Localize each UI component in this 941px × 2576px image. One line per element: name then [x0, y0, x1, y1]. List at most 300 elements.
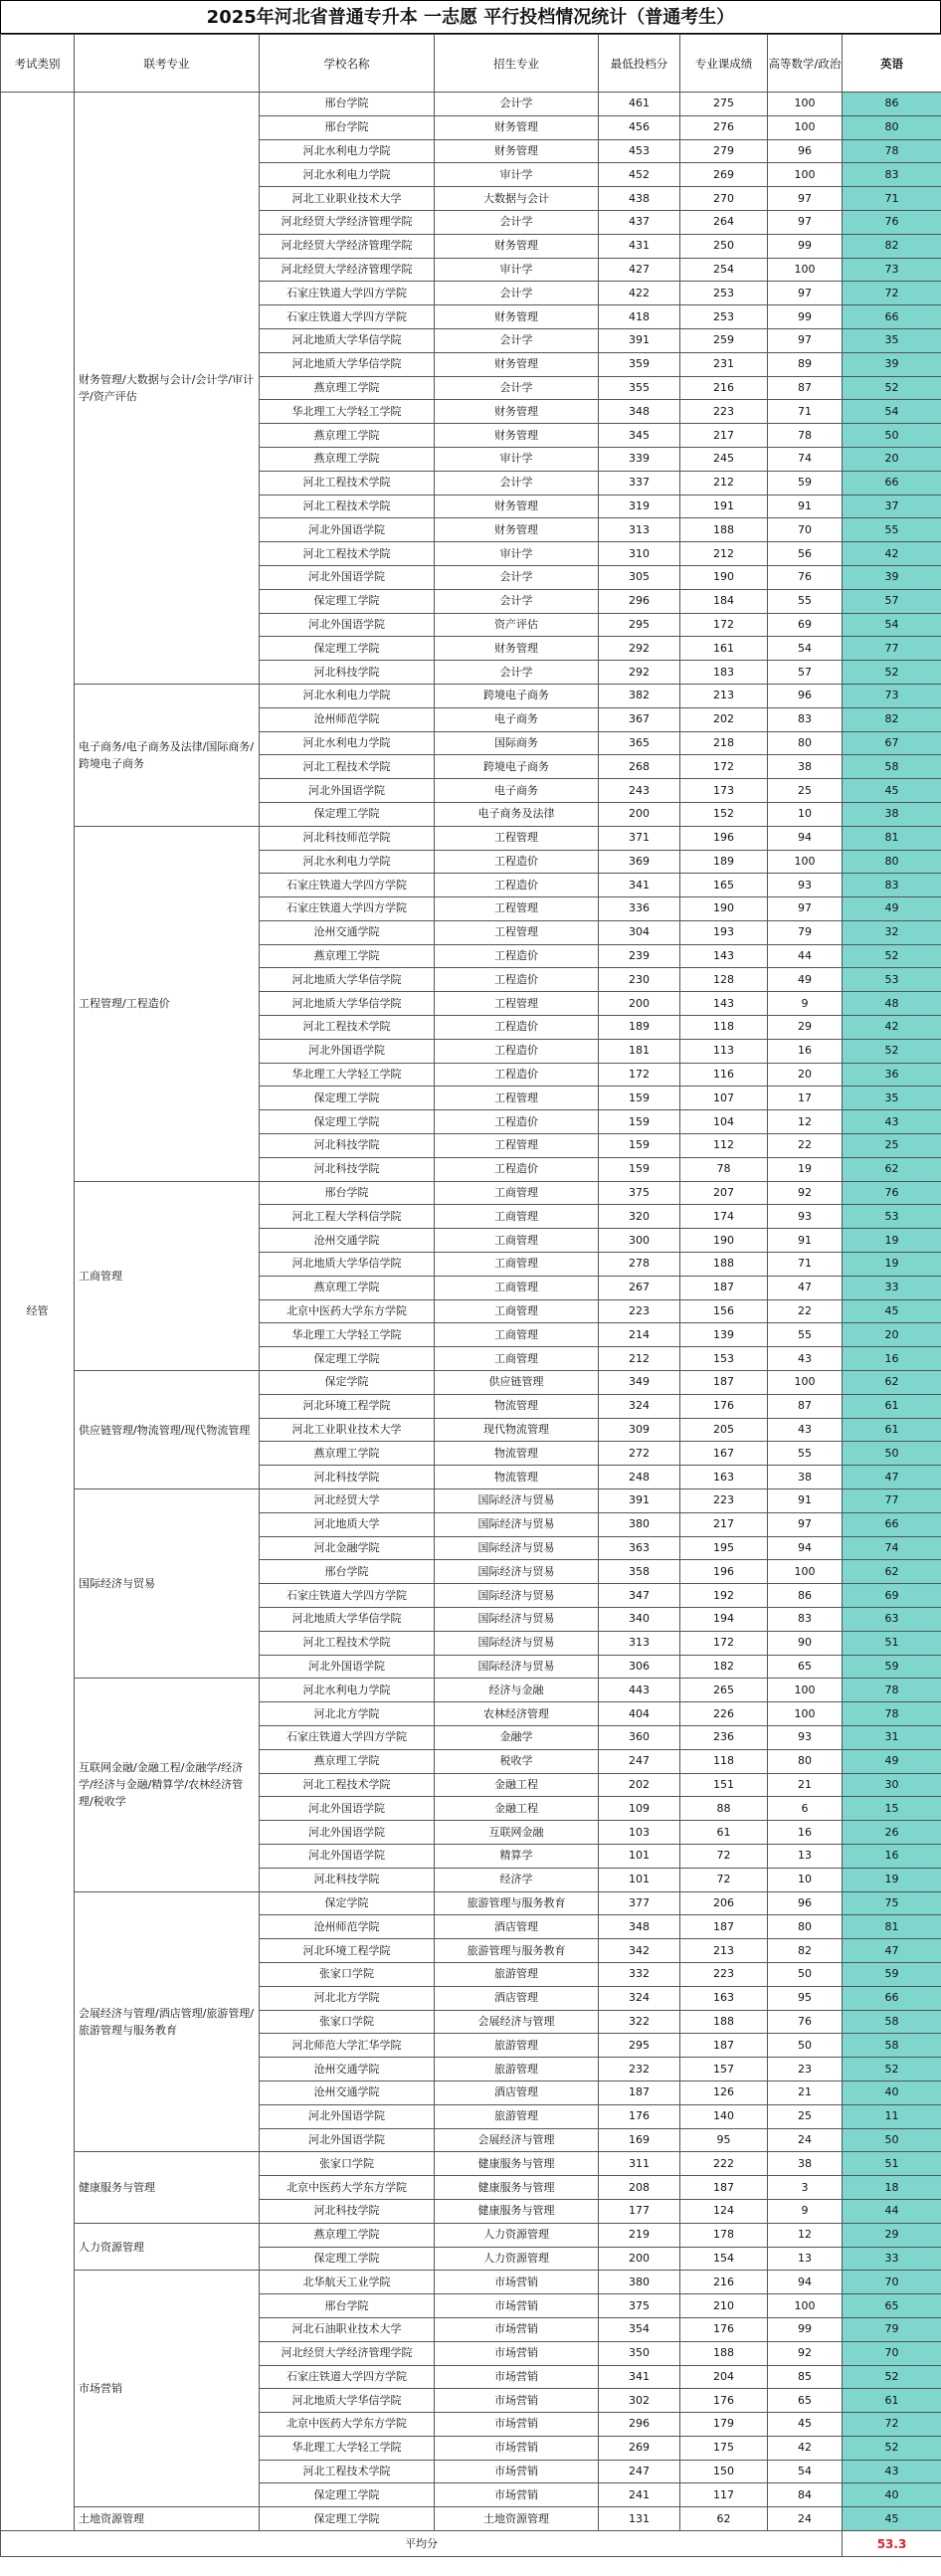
math-cell: 6 — [768, 1797, 843, 1821]
major-cell: 会计学 — [435, 282, 599, 305]
major-score-cell: 154 — [680, 2247, 768, 2271]
major-cell: 市场营销 — [435, 2341, 599, 2365]
school-cell: 河北工程技术学院 — [260, 1773, 435, 1797]
math-cell: 91 — [768, 495, 843, 518]
major-score-cell: 161 — [680, 637, 768, 661]
school-cell: 沧州交通学院 — [260, 920, 435, 944]
major-score-cell: 192 — [680, 1584, 768, 1608]
major-score-cell: 187 — [680, 1915, 768, 1939]
school-cell: 保定理工学院 — [260, 2247, 435, 2271]
math-cell: 87 — [768, 1394, 843, 1418]
sheet-title: 2025年河北省普通专升本 一志愿 平行投档情况统计（普通考生） — [0, 0, 941, 34]
exam-major-cell: 健康服务与管理 — [75, 2152, 260, 2223]
major-score-cell: 139 — [680, 1323, 768, 1347]
math-cell: 92 — [768, 2341, 843, 2365]
math-cell: 97 — [768, 328, 843, 352]
major-cell: 经济学 — [435, 1868, 599, 1891]
english-cell: 62 — [843, 1560, 941, 1584]
major-cell: 市场营销 — [435, 2413, 599, 2437]
major-cell: 工商管理 — [435, 1347, 599, 1371]
major-score-cell: 276 — [680, 115, 768, 139]
major-cell: 国际经济与贸易 — [435, 1536, 599, 1560]
exam-major-cell: 工程管理/工程造价 — [75, 826, 260, 1181]
major-score-cell: 72 — [680, 1844, 768, 1868]
school-cell: 河北北方学院 — [260, 1986, 435, 2010]
school-cell: 华北理工大学轻工学院 — [260, 1323, 435, 1347]
col-major: 招生专业 — [435, 35, 599, 93]
school-cell: 河北科技学院 — [260, 1868, 435, 1891]
english-cell: 57 — [843, 589, 941, 613]
english-cell: 75 — [843, 1891, 941, 1915]
min-score-cell: 243 — [599, 779, 680, 803]
math-cell: 9 — [768, 992, 843, 1016]
major-cell: 跨境电子商务 — [435, 755, 599, 779]
min-score-cell: 296 — [599, 589, 680, 613]
english-cell: 29 — [843, 2223, 941, 2247]
min-score-cell: 295 — [599, 2034, 680, 2058]
english-cell: 45 — [843, 779, 941, 803]
school-cell: 河北水利电力学院 — [260, 163, 435, 187]
major-score-cell: 174 — [680, 1205, 768, 1229]
english-cell: 77 — [843, 1489, 941, 1513]
min-score-cell: 272 — [599, 1442, 680, 1466]
math-cell: 24 — [768, 2128, 843, 2152]
school-cell: 河北科技学院 — [260, 1466, 435, 1489]
school-cell: 河北地质大学华信学院 — [260, 1253, 435, 1277]
school-cell: 石家庄铁道大学四方学院 — [260, 282, 435, 305]
min-score-cell: 187 — [599, 2081, 680, 2104]
min-score-cell: 230 — [599, 968, 680, 992]
major-cell: 市场营销 — [435, 2460, 599, 2483]
major-cell: 会展经济与管理 — [435, 2128, 599, 2152]
math-cell: 99 — [768, 2317, 843, 2341]
major-cell: 审计学 — [435, 447, 599, 471]
major-score-cell: 62 — [680, 2507, 768, 2531]
min-score-cell: 212 — [599, 1347, 680, 1371]
math-cell: 100 — [768, 2294, 843, 2318]
exam-major-cell: 土地资源管理 — [75, 2507, 260, 2531]
major-cell: 财务管理 — [435, 305, 599, 329]
min-score-cell: 305 — [599, 565, 680, 589]
min-score-cell: 337 — [599, 471, 680, 495]
english-cell: 30 — [843, 1773, 941, 1797]
english-cell: 53 — [843, 968, 941, 992]
table-row — [1, 684, 941, 707]
major-score-cell: 206 — [680, 1891, 768, 1915]
major-score-cell: 173 — [680, 779, 768, 803]
school-cell: 河北水利电力学院 — [260, 850, 435, 874]
major-score-cell: 152 — [680, 802, 768, 826]
major-cell: 审计学 — [435, 163, 599, 187]
min-score-cell: 319 — [599, 495, 680, 518]
major-cell: 电子商务及法律 — [435, 802, 599, 826]
major-score-cell: 72 — [680, 1868, 768, 1891]
min-score-cell: 363 — [599, 1536, 680, 1560]
english-cell: 52 — [843, 376, 941, 400]
min-score-cell: 377 — [599, 1891, 680, 1915]
major-cell: 工程造价 — [435, 874, 599, 897]
major-cell: 现代物流管理 — [435, 1418, 599, 1442]
min-score-cell: 341 — [599, 874, 680, 897]
english-cell: 40 — [843, 2483, 941, 2507]
english-cell: 70 — [843, 2271, 941, 2294]
major-score-cell: 163 — [680, 1986, 768, 2010]
major-cell: 工程造价 — [435, 850, 599, 874]
min-score-cell: 202 — [599, 1773, 680, 1797]
major-score-cell: 112 — [680, 1134, 768, 1158]
school-cell: 北京中医药大学东方学院 — [260, 2413, 435, 2437]
math-cell: 93 — [768, 1725, 843, 1749]
major-score-cell: 250 — [680, 234, 768, 258]
school-cell: 沧州交通学院 — [260, 2081, 435, 2104]
min-score-cell: 172 — [599, 1063, 680, 1087]
math-cell: 100 — [768, 93, 843, 116]
math-cell: 25 — [768, 2104, 843, 2128]
english-cell: 49 — [843, 897, 941, 921]
major-score-cell: 178 — [680, 2223, 768, 2247]
math-cell: 97 — [768, 210, 843, 234]
table-row — [1, 1371, 941, 1395]
math-cell: 80 — [768, 1749, 843, 1773]
major-score-cell: 279 — [680, 139, 768, 163]
major-cell: 旅游管理 — [435, 1962, 599, 1986]
english-cell: 42 — [843, 542, 941, 566]
major-score-cell: 176 — [680, 1394, 768, 1418]
min-score-cell: 268 — [599, 755, 680, 779]
major-cell: 供应链管理 — [435, 1371, 599, 1395]
english-cell: 61 — [843, 2389, 941, 2413]
school-cell: 燕京理工学院 — [260, 1442, 435, 1466]
school-cell: 河北工程技术学院 — [260, 495, 435, 518]
math-cell: 19 — [768, 1157, 843, 1181]
english-cell: 43 — [843, 2460, 941, 2483]
major-cell: 国际经济与贸易 — [435, 1560, 599, 1584]
school-cell: 河北地质大学 — [260, 1512, 435, 1536]
school-cell: 河北水利电力学院 — [260, 684, 435, 707]
min-score-cell: 267 — [599, 1276, 680, 1299]
table-row — [1, 1891, 941, 1915]
school-cell: 河北科技学院 — [260, 661, 435, 685]
major-cell: 互联网金融 — [435, 1821, 599, 1845]
major-score-cell: 184 — [680, 589, 768, 613]
major-score-cell: 196 — [680, 1560, 768, 1584]
english-cell: 73 — [843, 258, 941, 282]
english-cell: 52 — [843, 2436, 941, 2460]
major-score-cell: 167 — [680, 1442, 768, 1466]
english-cell: 69 — [843, 1584, 941, 1608]
major-score-cell: 195 — [680, 1536, 768, 1560]
min-score-cell: 380 — [599, 1512, 680, 1536]
english-cell: 55 — [843, 518, 941, 542]
table-row — [1, 93, 941, 116]
major-cell: 税收学 — [435, 1749, 599, 1773]
school-cell: 石家庄铁道大学四方学院 — [260, 305, 435, 329]
school-cell: 河北外国语学院 — [260, 565, 435, 589]
school-cell: 河北外国语学院 — [260, 1821, 435, 1845]
school-cell: 河北环境工程学院 — [260, 1394, 435, 1418]
major-score-cell: 213 — [680, 1939, 768, 1963]
math-cell: 94 — [768, 1536, 843, 1560]
major-score-cell: 113 — [680, 1039, 768, 1063]
school-cell: 燕京理工学院 — [260, 1749, 435, 1773]
math-cell: 92 — [768, 1181, 843, 1205]
math-cell: 82 — [768, 1939, 843, 1963]
english-cell: 49 — [843, 1749, 941, 1773]
major-score-cell: 151 — [680, 1773, 768, 1797]
major-cell: 工程造价 — [435, 1039, 599, 1063]
math-cell: 96 — [768, 684, 843, 707]
major-cell: 工程管理 — [435, 1134, 599, 1158]
major-score-cell: 176 — [680, 2317, 768, 2341]
english-cell: 51 — [843, 1631, 941, 1655]
min-score-cell: 355 — [599, 376, 680, 400]
col-major-score: 专业课成绩 — [680, 35, 768, 93]
english-cell: 83 — [843, 874, 941, 897]
school-cell: 保定理工学院 — [260, 589, 435, 613]
english-cell: 65 — [843, 2294, 941, 2318]
exam-major-cell: 工商管理 — [75, 1181, 260, 1370]
major-score-cell: 188 — [680, 2010, 768, 2034]
major-score-cell: 254 — [680, 258, 768, 282]
major-score-cell: 187 — [680, 2034, 768, 2058]
english-cell: 19 — [843, 1229, 941, 1253]
english-cell: 45 — [843, 1299, 941, 1323]
major-cell: 工商管理 — [435, 1323, 599, 1347]
col-min-score: 最低投档分 — [599, 35, 680, 93]
english-cell: 58 — [843, 2034, 941, 2058]
math-cell: 21 — [768, 2081, 843, 2104]
english-cell: 53 — [843, 1205, 941, 1229]
table-row — [1, 1489, 941, 1513]
major-score-cell: 118 — [680, 1749, 768, 1773]
admission-table — [0, 34, 941, 2557]
school-cell: 河北经贸大学经济管理学院 — [260, 258, 435, 282]
school-cell: 燕京理工学院 — [260, 424, 435, 448]
math-cell: 54 — [768, 2460, 843, 2483]
major-cell: 会计学 — [435, 661, 599, 685]
school-cell: 河北科技师范学院 — [260, 826, 435, 850]
math-cell: 10 — [768, 802, 843, 826]
min-score-cell: 339 — [599, 447, 680, 471]
major-cell: 财务管理 — [435, 139, 599, 163]
major-score-cell: 210 — [680, 2294, 768, 2318]
min-score-cell: 247 — [599, 1749, 680, 1773]
min-score-cell: 418 — [599, 305, 680, 329]
min-score-cell: 101 — [599, 1844, 680, 1868]
min-score-cell: 302 — [599, 2389, 680, 2413]
major-cell: 会计学 — [435, 93, 599, 116]
min-score-cell: 360 — [599, 1725, 680, 1749]
math-cell: 100 — [768, 1702, 843, 1726]
min-score-cell: 311 — [599, 2152, 680, 2176]
col-math: 高等数学/政治 — [768, 35, 843, 93]
major-cell: 国际经济与贸易 — [435, 1512, 599, 1536]
english-cell: 50 — [843, 2128, 941, 2152]
school-cell: 河北地质大学华信学院 — [260, 992, 435, 1016]
major-cell: 健康服务与管理 — [435, 2152, 599, 2176]
major-cell: 工程管理 — [435, 826, 599, 850]
major-score-cell: 153 — [680, 1347, 768, 1371]
major-cell: 旅游管理 — [435, 2104, 599, 2128]
exam-major-cell: 供应链管理/物流管理/现代物流管理 — [75, 1371, 260, 1489]
school-cell: 沧州交通学院 — [260, 2058, 435, 2081]
major-score-cell: 187 — [680, 1371, 768, 1395]
min-score-cell: 404 — [599, 1702, 680, 1726]
major-score-cell: 265 — [680, 1679, 768, 1702]
major-cell: 酒店管理 — [435, 1915, 599, 1939]
major-score-cell: 117 — [680, 2483, 768, 2507]
min-score-cell: 247 — [599, 2460, 680, 2483]
min-score-cell: 159 — [599, 1110, 680, 1134]
min-score-cell: 369 — [599, 850, 680, 874]
major-score-cell: 104 — [680, 1110, 768, 1134]
major-cell: 市场营销 — [435, 2271, 599, 2294]
major-score-cell: 207 — [680, 1181, 768, 1205]
english-cell: 58 — [843, 755, 941, 779]
school-cell: 河北外国语学院 — [260, 1844, 435, 1868]
min-score-cell: 380 — [599, 2271, 680, 2294]
math-cell: 93 — [768, 874, 843, 897]
major-score-cell: 196 — [680, 826, 768, 850]
math-cell: 86 — [768, 1584, 843, 1608]
min-score-cell: 269 — [599, 2436, 680, 2460]
school-cell: 保定学院 — [260, 1891, 435, 1915]
math-cell: 55 — [768, 1323, 843, 1347]
math-cell: 94 — [768, 826, 843, 850]
major-score-cell: 182 — [680, 1655, 768, 1679]
english-cell: 52 — [843, 944, 941, 968]
math-cell: 42 — [768, 2436, 843, 2460]
school-cell: 燕京理工学院 — [260, 447, 435, 471]
major-cell: 会计学 — [435, 376, 599, 400]
math-cell: 56 — [768, 542, 843, 566]
min-score-cell: 345 — [599, 424, 680, 448]
school-cell: 河北经贸大学经济管理学院 — [260, 234, 435, 258]
english-cell: 63 — [843, 1608, 941, 1632]
school-cell: 河北师范大学汇华学院 — [260, 2034, 435, 2058]
major-cell: 国际经济与贸易 — [435, 1584, 599, 1608]
min-score-cell: 239 — [599, 944, 680, 968]
min-score-cell: 358 — [599, 1560, 680, 1584]
english-cell: 20 — [843, 1323, 941, 1347]
min-score-cell: 181 — [599, 1039, 680, 1063]
major-score-cell: 118 — [680, 1016, 768, 1040]
min-score-cell: 391 — [599, 328, 680, 352]
min-score-cell: 248 — [599, 1466, 680, 1489]
math-cell: 38 — [768, 1466, 843, 1489]
school-cell: 北华航天工业学院 — [260, 2271, 435, 2294]
major-cell: 财务管理 — [435, 400, 599, 424]
english-cell: 59 — [843, 1962, 941, 1986]
math-cell: 100 — [768, 1371, 843, 1395]
table-row — [1, 2223, 941, 2247]
major-score-cell: 157 — [680, 2058, 768, 2081]
min-score-cell: 304 — [599, 920, 680, 944]
major-cell: 会计学 — [435, 471, 599, 495]
min-score-cell: 347 — [599, 1584, 680, 1608]
english-cell: 18 — [843, 2176, 941, 2200]
school-cell: 河北外国语学院 — [260, 2128, 435, 2152]
min-score-cell: 336 — [599, 897, 680, 921]
school-cell: 河北水利电力学院 — [260, 139, 435, 163]
english-cell: 45 — [843, 2507, 941, 2531]
major-score-cell: 213 — [680, 684, 768, 707]
major-score-cell: 223 — [680, 400, 768, 424]
major-score-cell: 218 — [680, 731, 768, 755]
english-cell: 82 — [843, 234, 941, 258]
english-cell: 61 — [843, 1394, 941, 1418]
math-cell: 91 — [768, 1229, 843, 1253]
school-cell: 河北工程大学科信学院 — [260, 1205, 435, 1229]
min-score-cell: 422 — [599, 282, 680, 305]
major-cell: 人力资源管理 — [435, 2223, 599, 2247]
major-score-cell: 226 — [680, 1702, 768, 1726]
exam-major-cell: 市场营销 — [75, 2271, 260, 2507]
school-cell: 河北外国语学院 — [260, 2104, 435, 2128]
major-cell: 工商管理 — [435, 1205, 599, 1229]
major-cell: 市场营销 — [435, 2365, 599, 2389]
major-cell: 国际经济与贸易 — [435, 1489, 599, 1513]
min-score-cell: 208 — [599, 2176, 680, 2200]
english-cell: 83 — [843, 163, 941, 187]
math-cell: 12 — [768, 1110, 843, 1134]
min-score-cell: 296 — [599, 2413, 680, 2437]
major-cell: 市场营销 — [435, 2294, 599, 2318]
major-score-cell: 175 — [680, 2436, 768, 2460]
major-score-cell: 190 — [680, 1229, 768, 1253]
math-cell: 70 — [768, 518, 843, 542]
english-cell: 66 — [843, 305, 941, 329]
table-row — [1, 2507, 941, 2531]
table-row — [1, 2152, 941, 2176]
school-cell: 张家口学院 — [260, 2010, 435, 2034]
school-cell: 石家庄铁道大学四方学院 — [260, 897, 435, 921]
major-cell: 财务管理 — [435, 234, 599, 258]
min-score-cell: 437 — [599, 210, 680, 234]
english-cell: 36 — [843, 1063, 941, 1087]
min-score-cell: 309 — [599, 1418, 680, 1442]
school-cell: 河北工业职业技术大学 — [260, 187, 435, 211]
major-score-cell: 264 — [680, 210, 768, 234]
math-cell: 10 — [768, 1868, 843, 1891]
major-cell: 财务管理 — [435, 495, 599, 518]
math-cell: 45 — [768, 2413, 843, 2437]
major-score-cell: 216 — [680, 2271, 768, 2294]
min-score-cell: 131 — [599, 2507, 680, 2531]
english-cell: 80 — [843, 850, 941, 874]
col-exam-major: 联考专业 — [75, 35, 260, 93]
min-score-cell: 371 — [599, 826, 680, 850]
math-cell: 94 — [768, 2271, 843, 2294]
major-score-cell: 126 — [680, 2081, 768, 2104]
english-cell: 81 — [843, 826, 941, 850]
math-cell: 21 — [768, 1773, 843, 1797]
math-cell: 16 — [768, 1039, 843, 1063]
col-school: 学校名称 — [260, 35, 435, 93]
col-english: 英语 — [843, 35, 941, 93]
major-cell: 财务管理 — [435, 115, 599, 139]
math-cell: 89 — [768, 352, 843, 376]
table-row — [1, 826, 941, 850]
min-score-cell: 189 — [599, 1016, 680, 1040]
math-cell: 95 — [768, 1986, 843, 2010]
school-cell: 河北工业职业技术大学 — [260, 1418, 435, 1442]
major-score-cell: 222 — [680, 2152, 768, 2176]
school-cell: 石家庄铁道大学四方学院 — [260, 2365, 435, 2389]
english-cell: 43 — [843, 1110, 941, 1134]
math-cell: 100 — [768, 163, 843, 187]
english-cell: 39 — [843, 352, 941, 376]
